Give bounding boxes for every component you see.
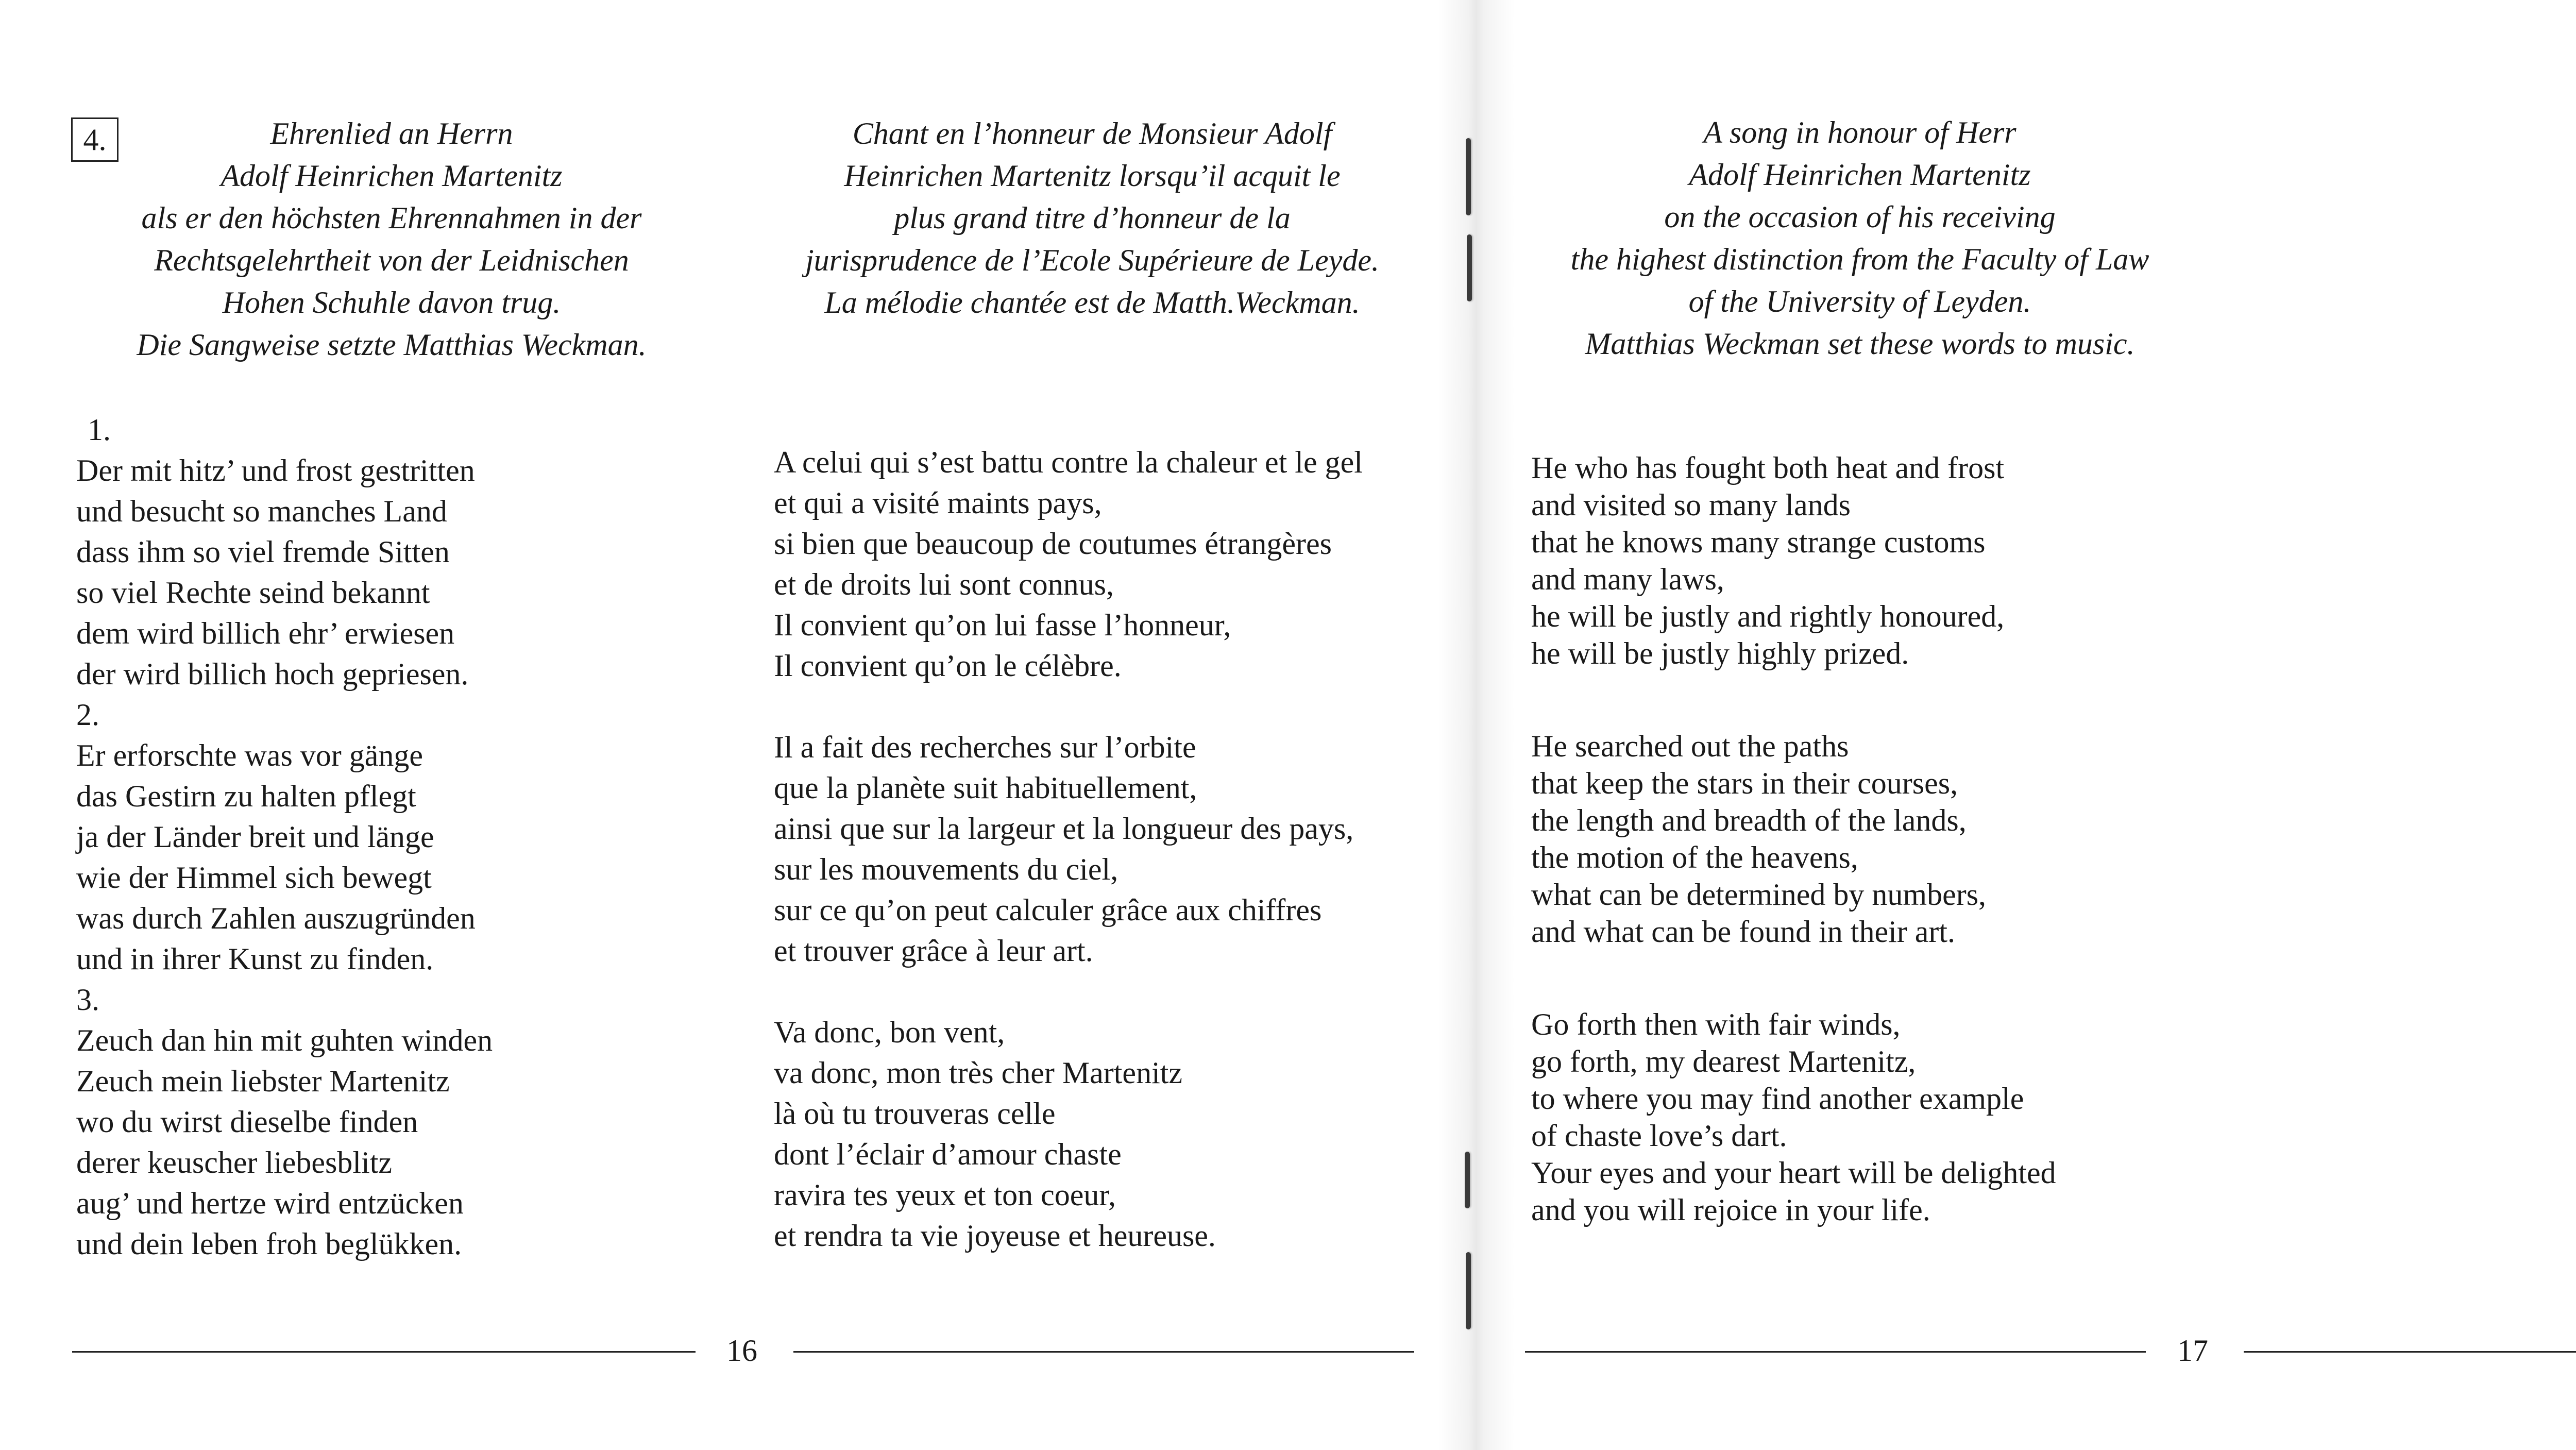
- english-verses: [1531, 449, 2056, 1228]
- english-title-line: on the occasion of his receiving: [1664, 200, 2056, 234]
- german-verse-line: Zeuch mein liebster Martenitz: [76, 1064, 450, 1098]
- english-verse-line: he will be justly highly prized.: [1531, 636, 1909, 670]
- french-verse-line: sur ce qu’on peut calculer grâce aux chiffres: [774, 893, 1322, 927]
- english-title-line: A song in honour of Herr: [1703, 115, 2016, 149]
- french-title: [732, 112, 1453, 324]
- german-title-line: Die Sangweise setzte Matthias Weckman.: [137, 328, 647, 362]
- english-title-line: of the University of Leyden.: [1688, 284, 2031, 318]
- english-verse-line: He searched out the paths: [1531, 729, 1849, 763]
- english-verse-line: Your eyes and your heart will be delighted: [1531, 1156, 2056, 1190]
- english-verse-line: and visited so many lands: [1531, 488, 1851, 522]
- english-verse-line: to where you may find another example: [1531, 1082, 2024, 1116]
- french-verse-line: ravira tes yeux et ton coeur,: [774, 1178, 1116, 1212]
- staple-top-lower: [1467, 234, 1472, 301]
- footer-rule-right-a: [1525, 1351, 2146, 1353]
- french-verse-line: là où tu trouveras celle: [774, 1097, 1056, 1131]
- verse-number: 1.: [88, 413, 111, 447]
- french-verse-line: et rendra ta vie joyeuse et heureuse.: [774, 1219, 1216, 1253]
- german-verse-line: ja der Länder breit und länge: [76, 820, 434, 854]
- french-title-line: jurisprudence de l’Ecole Supérieure de Leyde.: [805, 243, 1380, 277]
- german-verse-line: was durch Zahlen auszugründen: [76, 901, 476, 935]
- german-verse-line: der wird billich hoch gepriesen.: [76, 657, 469, 691]
- german-verse-line: dass ihm so viel fremde Sitten: [76, 535, 450, 569]
- french-verse-line: si bien que beaucoup de coutumes étrangères: [774, 527, 1332, 561]
- english-verse-line: and what can be found in their art.: [1531, 915, 1956, 949]
- german-verse-line: Der mit hitz’ und frost gestritten: [76, 453, 475, 487]
- french-verse-line: Il convient qu’on lui fasse l’honneur,: [774, 608, 1231, 642]
- french-verse-line: va donc, mon très cher Martenitz: [774, 1056, 1183, 1090]
- verse-number: 2.: [76, 698, 99, 732]
- english-verse-line: the length and breadth of the lands,: [1531, 803, 1967, 837]
- english-title-line: Matthias Weckman set these words to music.: [1585, 327, 2135, 361]
- german-verse-line: derer keuscher liebesblitz: [76, 1145, 393, 1179]
- english-verse-line: he will be justly and rightly honoured,: [1531, 599, 2005, 633]
- german-title-line: Ehrenlied an Herrn: [270, 116, 513, 150]
- german-title-line: Adolf Heinrichen Martenitz: [221, 159, 563, 193]
- german-title-line: Hohen Schuhle davon trug.: [222, 285, 561, 319]
- staple-top: [1466, 138, 1471, 215]
- french-verse-line: Va donc, bon vent,: [774, 1015, 1005, 1049]
- stanza-gap: [1531, 672, 2056, 728]
- german-verse-line: wo du wirst dieselbe finden: [76, 1105, 418, 1139]
- english-title-line: Adolf Heinrichen Martenitz: [1689, 158, 2031, 192]
- page-number-left: 16: [726, 1334, 757, 1368]
- english-verse-line: of chaste love’s dart.: [1531, 1119, 1787, 1153]
- german-verse-line: Er erforschte was vor gänge: [76, 738, 423, 772]
- german-verse-line: aug’ und hertze wird entzücken: [76, 1186, 464, 1220]
- french-verse-line: dont l’éclair d’amour chaste: [774, 1137, 1122, 1171]
- page-number-right: 17: [2177, 1334, 2208, 1368]
- english-verse-line: go forth, my dearest Martenitz,: [1531, 1044, 1916, 1078]
- french-verse-line: ainsi que sur la largeur et la longueur des pays,: [774, 812, 1354, 846]
- french-verse-line: A celui qui s’est battu contre la chaleur et le gel: [774, 445, 1363, 479]
- french-title-line: plus grand titre d’honneur de la: [894, 201, 1291, 235]
- german-title: [82, 112, 701, 366]
- footer-rule-left-b: [793, 1351, 1414, 1353]
- german-verse-line: so viel Rechte seind bekannt: [76, 576, 430, 610]
- english-title: [1515, 111, 2205, 365]
- verse-number: 3.: [76, 983, 99, 1017]
- german-verse-line: und in ihrer Kunst zu finden.: [76, 942, 434, 976]
- french-verses: [774, 442, 1363, 1256]
- english-verse-line: that he knows many strange customs: [1531, 525, 1986, 559]
- french-title-line: La mélodie chantée est de Matth.Weckman.: [824, 285, 1360, 319]
- english-verse-line: what can be determined by numbers,: [1531, 878, 1987, 912]
- stanza-gap: [774, 686, 1363, 727]
- footer-rule-left-a: [72, 1351, 696, 1353]
- german-verse-line: und dein leben froh beglükken.: [76, 1227, 462, 1261]
- german-verse-line: und besucht so manches Land: [76, 494, 447, 528]
- french-verse-line: et qui a visité maints pays,: [774, 486, 1102, 520]
- german-verse-line: wie der Himmel sich bewegt: [76, 861, 432, 895]
- french-verse-line: sur les mouvements du ciel,: [774, 852, 1118, 886]
- english-title-line: the highest distinction from the Faculty of Law: [1570, 242, 2149, 276]
- french-title-line: Heinrichen Martenitz lorsqu’il acquit le: [844, 159, 1341, 193]
- french-verse-line: et trouver grâce à leur art.: [774, 934, 1093, 968]
- english-verse-line: He who has fought both heat and frost: [1531, 451, 2005, 485]
- english-verse-line: Go forth then with fair winds,: [1531, 1007, 1901, 1041]
- german-verses: [76, 410, 493, 1264]
- staple-bottom-lower: [1466, 1252, 1471, 1329]
- english-verse-line: that keep the stars in their courses,: [1531, 766, 1958, 800]
- german-verse-line: Zeuch dan hin mit guhten winden: [76, 1023, 493, 1057]
- english-verse-line: the motion of the heavens,: [1531, 840, 1858, 874]
- english-verse-line: and many laws,: [1531, 562, 1724, 596]
- german-title-line: Rechtsgelehrtheit von der Leidnischen: [154, 243, 629, 277]
- stanza-gap: [1531, 950, 2056, 1006]
- french-verse-line: Il a fait des recherches sur l’orbite: [774, 730, 1196, 764]
- footer-rule-right-b: [2244, 1351, 2576, 1353]
- french-title-line: Chant en l’honneur de Monsieur Adolf: [852, 116, 1332, 150]
- item-number-box: 4.: [71, 117, 118, 162]
- german-title-line: als er den höchsten Ehrennahmen in der: [141, 201, 642, 235]
- french-verse-line: Il convient qu’on le célèbre.: [774, 649, 1122, 683]
- staple-bottom: [1465, 1152, 1470, 1208]
- french-verse-line: que la planète suit habituellement,: [774, 771, 1197, 805]
- french-verse-line: et de droits lui sont connus,: [774, 567, 1114, 601]
- english-verse-line: and you will rejoice in your life.: [1531, 1193, 1930, 1227]
- german-verse-line: das Gestirn zu halten pflegt: [76, 779, 416, 813]
- german-verse-line: dem wird billich ehr’ erwiesen: [76, 616, 455, 650]
- stanza-gap: [774, 971, 1363, 1012]
